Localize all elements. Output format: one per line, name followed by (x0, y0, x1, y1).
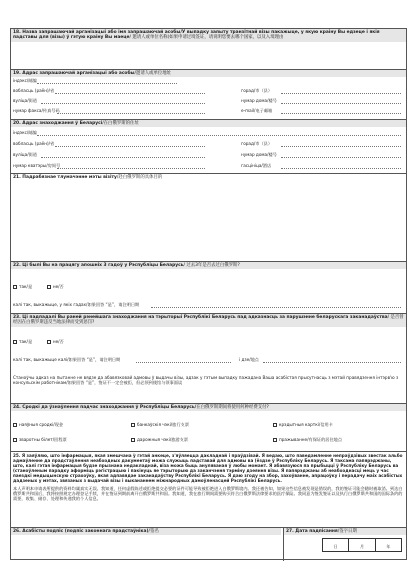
stay-street-field[interactable] (41, 157, 205, 158)
prior-visit-when-label: калі так, выкажыце, у якіх гадах (13, 302, 87, 307)
stay-city-label: горад/市（县） (241, 141, 273, 146)
funds-accommodation-checkbox[interactable] (273, 438, 277, 442)
section-18 (11, 29, 406, 69)
region-label: вобласць (раён)/省 (13, 88, 55, 93)
prior-visit-no-checkbox[interactable] (47, 285, 51, 289)
section-23: 23. Ці падпадалі Вы раней рэнейшага знаходжання на тэрыторыі Рэспублікі Беларусь пад адказнасць за парушэнне беларускага заканадаўства/ 是否曾经因在白俄罗斯违反当地法律而受到惩罚? так/是 не/否 калі так, выкажыце калі/如果回答 “是”，请注明日期 і дзе/地点 Станоўчы адказ на пытанне не вядзе да абавязковай адмовы ў выдачы візы, адзак у гэтым выпадку пажадана Ваша асабістая прысутнасць з мэтай правядзення інтэрв'ю з консульскім работнікам/如果回答 “是”，签证不一定会被拒，但必须到使馆与领事面谈 (11, 313, 406, 403)
violation-note: Станоўчы адказ на пытанне не вядзе да абавязковай адмовы ў выдачы візы, адзак у гэтым выпадку пажадана Ваша асабістая прысутнасць з мэтай правядзення інтэрв'ю з консульскім работнікам/如果回答 “是”，签证不一定会被拒，但必须到使馆与领事面谈 (13, 375, 399, 386)
stay-hotel-label: гасцініца/酒店 (241, 163, 272, 168)
signature-field[interactable] (11, 536, 281, 562)
funds-return-ticket-checkbox[interactable] (13, 438, 17, 442)
violation-where-field[interactable] (263, 362, 401, 363)
violation-yes-checkbox[interactable] (13, 340, 17, 344)
section-22: 22. Ці былі Вы на працягу апошніх 3 гадоў у Рэспубліцы Беларусь/ 过去3年是否去过白俄罗斯? так/是 не/否 калі так, выкажыце, у якіх гадах/如果回答 “是”，请注明日期 (11, 261, 406, 313)
section-24: 24. Сродкі да ўзнаўлення падчас знаходжання ў Рэспубліцы Беларусь/在白俄罗斯期间将使用何种经费支付? наяўныя сродкі/现金 банкаўскія чэкі/旅行支票 крэдытныя карткі/信用卡 зваротны білет/回程票 дарожныя чэкі/旅游支票 пражыванне/有保证的居住地点 (11, 403, 406, 451)
stay-flat-field[interactable] (57, 168, 205, 169)
funds-credit-card-checkbox[interactable] (273, 423, 277, 427)
stay-index-label: індэкс/邮编 (13, 130, 37, 135)
fax-label: нумар факса/传真号码 (13, 108, 60, 113)
visa-application-page (10, 28, 407, 560)
section-18-head: 18. Назва запрашаючай арганізацыі або імя запрашаючай асобы/У выпадку запыту транзітнай візы пакажыце, у якую краіну Вы едзеце і якія падставы для (візы) ў гэтую краіну Вы маеце/ 邀请人或单位名称(如果申请过境签证，请说明您要去哪个国家，以及入境理由 (11, 29, 406, 42)
section-25 (11, 451, 406, 527)
index-label: індэкс/邮编 (13, 78, 37, 83)
street-label: вуліца/街道 (13, 98, 37, 103)
fax-field[interactable] (57, 113, 205, 114)
index-field[interactable] (37, 83, 177, 84)
house-field[interactable] (281, 103, 401, 104)
section-20 (11, 119, 406, 173)
section-21 (11, 173, 406, 261)
section-26-27 (11, 527, 406, 561)
email-field[interactable] (281, 113, 401, 114)
date-month-cell[interactable]: 月 (349, 539, 375, 551)
region-field[interactable] (55, 93, 205, 94)
section-24-head: 24. Сродкі да ўзнаўлення падчас знаходжання ў Рэспубліцы Беларусь/在白俄罗斯期间将使用何种经费支付? (11, 404, 406, 411)
city-field[interactable] (281, 93, 401, 94)
stay-index-field[interactable] (37, 135, 401, 136)
signing-date-head: 27. Дата падпісання/签字日期 (284, 528, 406, 535)
signing-date-field[interactable] (322, 538, 402, 552)
section-20-head: 20. Адрас знаходжання ў Беларусі/在白俄罗斯的住址 (11, 120, 406, 127)
city-label: горад/市（县） (241, 88, 273, 93)
stay-house-label: нумар дома/楼号 (241, 152, 277, 157)
stay-street-label: вуліца/街道 (13, 152, 37, 157)
email-label: e-mail/电子邮箱 (241, 108, 273, 113)
violation-no-checkbox[interactable] (47, 340, 51, 344)
violation-where-label: і дзе/地点 (239, 357, 259, 362)
date-day-cell[interactable]: 日 (323, 539, 349, 551)
section-23-head: 23. Ці падпадалі Вы раней рэнейшага знаходжання на тэрыторыі Рэспублікі Беларусь пад адказнасць за парушэнне беларускага заканадаўства/ 是否曾经因在白俄罗斯违反当地法律而受到惩罚? (11, 314, 406, 327)
stay-hotel-field[interactable] (281, 168, 401, 169)
stay-flat-label: нумар кватэры/房间号 (13, 163, 61, 168)
stay-region-label: вобласць (раён)/省 (13, 141, 55, 146)
stay-city-field[interactable] (281, 146, 401, 147)
section-19 (11, 69, 406, 119)
violation-when-label: калі так, выкажыце калі (13, 357, 68, 362)
section-21-head: 21. Падрабязнае тлумачэнне мэты візіту/赴白俄罗斯的具体目的 (13, 175, 163, 180)
date-year-cell[interactable]: 年 (386, 544, 391, 549)
stay-house-field[interactable] (281, 157, 401, 158)
section-19-head: 19. Адрас запрашаючай арганізацыі або асобы/邀请人或单位地址 (11, 70, 406, 77)
stay-region-field[interactable] (55, 146, 205, 147)
prior-visit-when-field[interactable] (151, 307, 401, 308)
section-22-head: 22. Ці былі Вы на працягу апошніх 3 гадоў у Рэспубліцы Беларусь/ 过去3年是否去过白俄罗斯? (11, 262, 406, 269)
funds-bank-cheques-checkbox[interactable] (131, 423, 135, 427)
house-label: нумар дома/楼号 (241, 98, 277, 103)
declaration-text: 25. Я заяўляю, што інфармацыя, якая змешчана ў гэтай анкеце, з'яўляецца дакладнай і праўдзівай. Я ведаю, што паведамленне непраўдзівых звестак альбо адмаўленне да прадстаўлення неабходных дакументаў можа служыць падставай для адмовы ва (ёздзе ў Рэспубліку Беларусь. Я таксама папярэджаны, што, калі гэтая інфармацыя будзе прызнана недакладнай, віза можа быць ануляваная ў любы момант. Я абавязуюся па прыбыцці ў Рэспубліку Беларусь ва (станоўленым парадку аформіць рэгістрацыю і пакінуць яе тэрыторыю да заканчэння тэрміну дзеяння візы. Я папярэджаны аб неабходнасці мець у час паездкі медыцынскую страхоўку, якая адпавядае заканадаўству Рэспублікі Беларусь. Я даю згоду на збор, захоўванне, апрацоўку і перадачу маіх асабістых дадзеных у мэтах, звязаных з выдачай візы і выкананнем міжнародных дамоўленасцей Рэспублікі Беларусь. 本人声明本申请表所提供的资料均属真实无误。我知道，任何虚假陈述或拒绝提交必要的证件可能导致被拒绝进入白俄罗斯境内。我还被告知，如果这些信息被发现是错误的，我的签证可能会随时被取消。到达白俄罗斯共和国后，我将按照规定办理登记手续，并在签证到期前离开白俄罗斯共和国。我知道，我在旅行期间需要购买符合白俄罗斯法律要求的医疗保险。我同意为签发签证以及执行白俄罗斯共和国的国际条约的需要，收集、储存、处理和传递我的个人信息。 (13, 453, 403, 501)
funds-cash-checkbox[interactable] (13, 423, 17, 427)
prior-visit-yes-checkbox[interactable] (13, 285, 17, 289)
signature-head: 26. Асабісты подпіс (подпіс законнага прадстаўніка)/签名 (11, 528, 281, 535)
street-field[interactable] (41, 103, 205, 104)
violation-when-field[interactable] (136, 362, 231, 363)
funds-travel-cheques-checkbox[interactable] (131, 438, 135, 442)
